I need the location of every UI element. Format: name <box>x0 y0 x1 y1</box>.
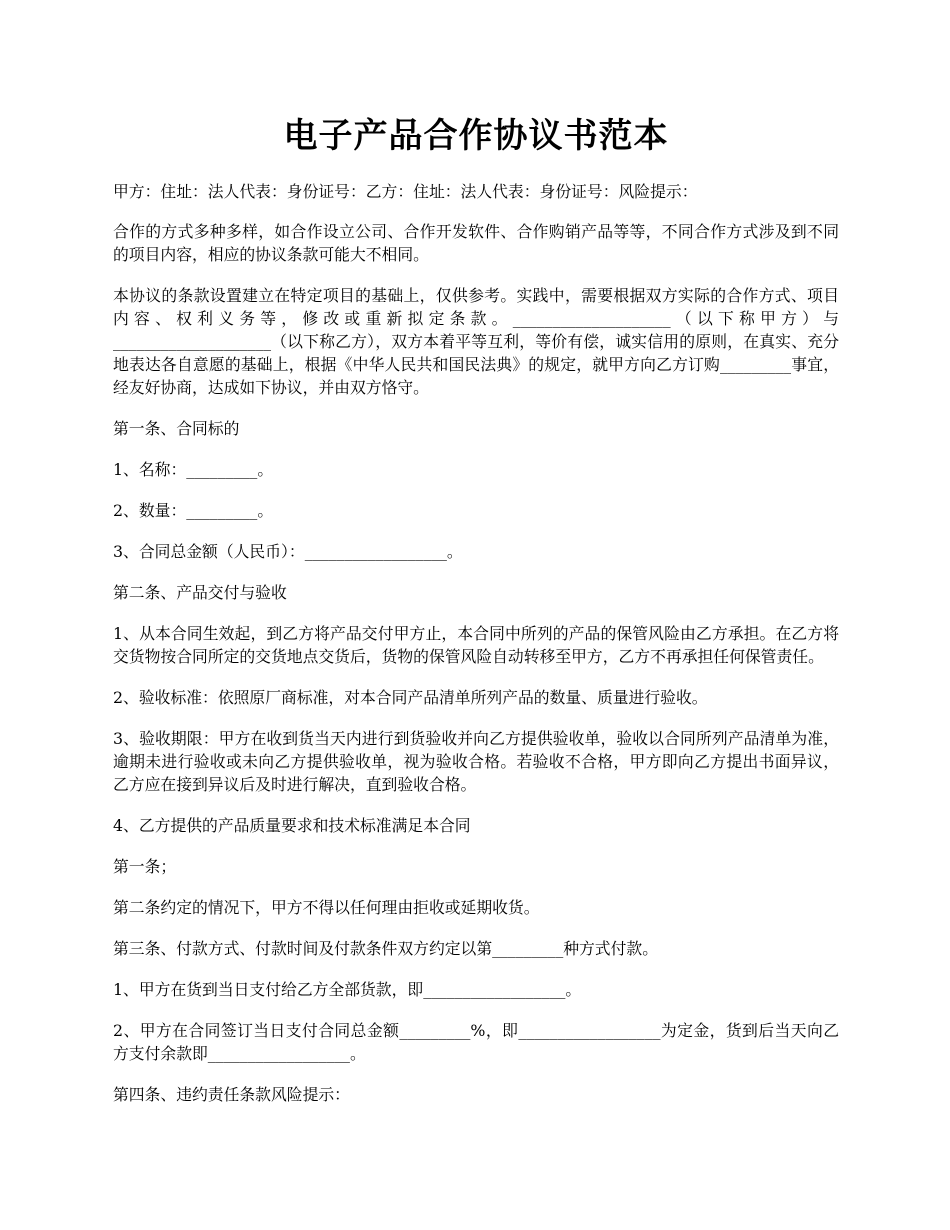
party-info-line: 甲方：住址：法人代表：身份证号：乙方：住址：法人代表：身份证号：风险提示： <box>113 182 698 201</box>
article-2-item-2: 2、验收标准：依照原厂商标准，对本合同产品清单所列产品的数量、质量进行验收。 <box>113 688 708 707</box>
article-1-item-1: 1、名称：_________。 <box>113 460 274 479</box>
article-1-heading: 第一条、合同标的 <box>113 419 240 438</box>
article-3-item-2: 2、甲方在合同签订当日支付合同总金额_________%，即__________________为定金，货到后当天向乙方支付余款即__________________。 <box>113 1021 839 1063</box>
document-page <box>113 112 839 1106</box>
article-4-heading: 第四条、违约责任条款风险提示： <box>113 1085 350 1104</box>
article-3-item-1: 1、甲方在货到当日支付给乙方全部货款，即__________________。 <box>113 980 582 999</box>
preamble-paragraph: 本协议的条款设置建立在特定项目的基础上，仅供参考。实践中，需要根据双方实际的合作方式、项目内容、权利义务等，修改或重新拟定条款。____________________（以下称甲方）与____________________（以下称乙方），双方本着平等互利，等价有偿，诚实信用的原则，在真实、充分地表达各自意愿的基础上，根据《中华人民共和国民法典》的规定，就甲方向乙方订购_________事宜，经友好协商，达成如下协议，并由双方恪守。 <box>113 286 839 397</box>
document-title: 电子产品合作协议书范本 <box>283 116 669 156</box>
title-spacer <box>113 160 839 180</box>
article-2-item-4-ref-2: 第二条约定的情况下，甲方不得以任何理由拒收或延期收货。 <box>113 898 540 917</box>
article-2-item-3: 3、验收期限：甲方在收到货当天内进行到货验收并向乙方提供验收单，验收以合同所列产品清单为准，逾期未进行验收或未向乙方提供验收单，视为验收合格。若验收不合格，甲方即向乙方提出书面异议，乙方应在接到异议后及时进行解决，直到验收合格。 <box>113 729 839 794</box>
article-2-item-4-ref-1: 第一条； <box>113 857 177 876</box>
article-2-heading: 第二条、产品交付与验收 <box>113 583 287 602</box>
risk-note-paragraph: 合作的方式多种多样，如合作设立公司、合作开发软件、合作购销产品等等，不同合作方式涉及到不同的项目内容，相应的协议条款可能大不相同。 <box>113 222 839 264</box>
article-2-item-1: 1、从本合同生效起，到乙方将产品交付甲方止，本合同中所列的产品的保管风险由乙方承担。在乙方将交货物按合同所定的交货地点交货后，货物的保管风险自动转移至甲方，乙方不再承担任何保管责任。 <box>113 624 839 666</box>
article-2-item-4: 4、乙方提供的产品质量要求和技术标准满足本合同 <box>113 816 471 835</box>
article-1-item-3: 3、合同总金额（人民币）：__________________。 <box>113 542 463 561</box>
article-3-heading: 第三条、付款方式、付款时间及付款条件双方约定以第_________种方式付款。 <box>113 939 658 958</box>
article-1-item-2: 2、数量：_________。 <box>113 501 274 520</box>
